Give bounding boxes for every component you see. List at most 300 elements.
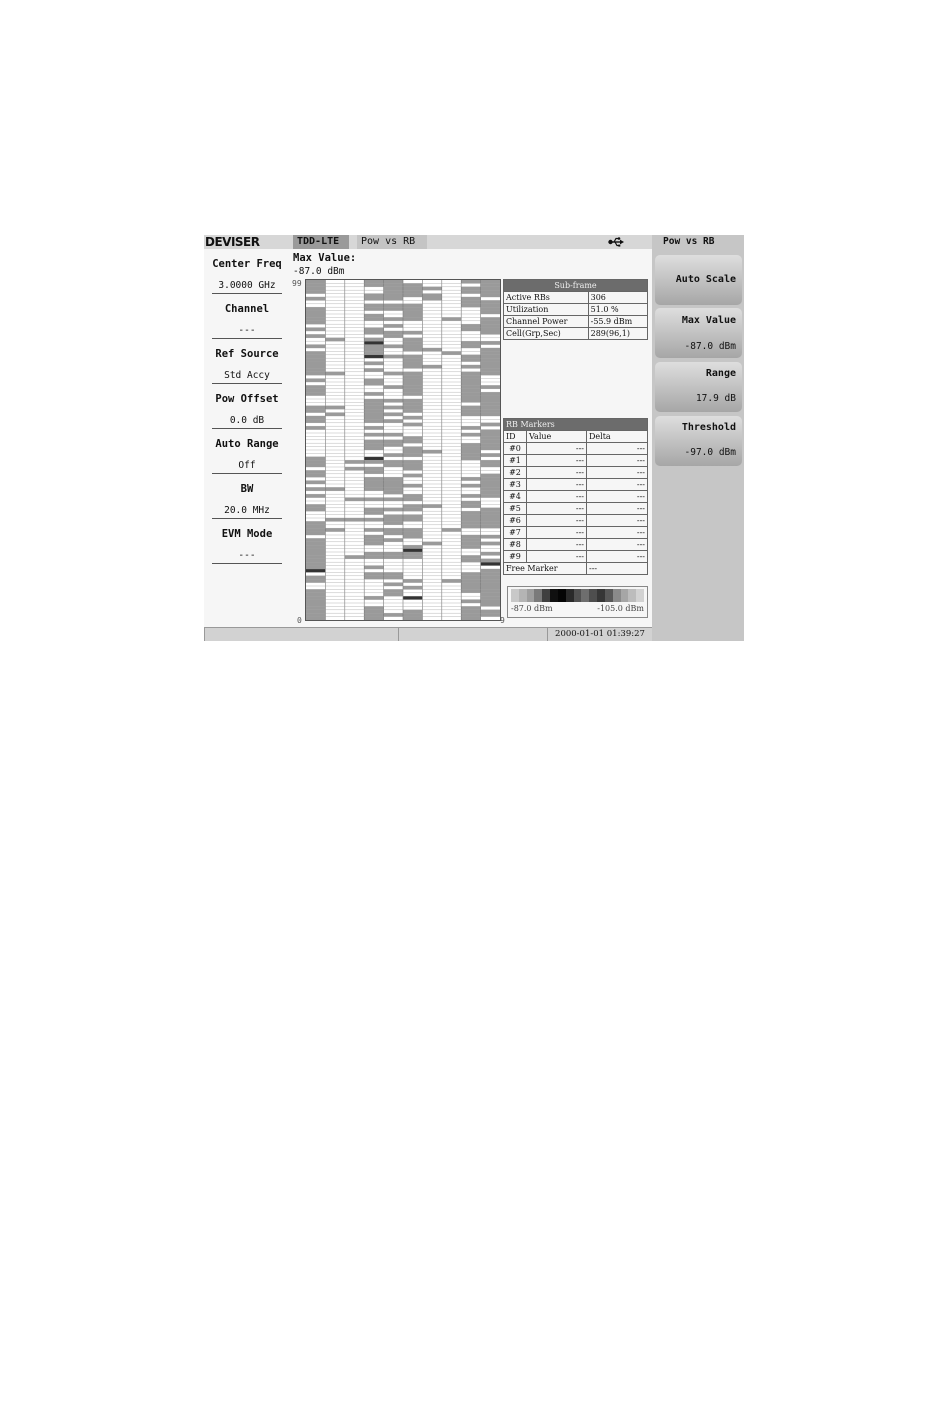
- rb-cell: [306, 613, 325, 616]
- rb-cell: [461, 355, 480, 358]
- rb-cell: [306, 368, 325, 371]
- rb-cell: [403, 382, 422, 385]
- rb-cell: [481, 515, 500, 518]
- rb-cell: [481, 290, 500, 293]
- rb-cell: [403, 338, 422, 341]
- param-evm-mode[interactable]: [208, 519, 286, 564]
- rb-cell: [403, 362, 422, 365]
- rb-cell: [403, 617, 422, 620]
- rb-cell: [461, 453, 480, 456]
- rb-cell: [461, 365, 480, 368]
- color-scale-step: [550, 589, 558, 602]
- param-auto-range[interactable]: [208, 429, 286, 474]
- rb-cell: [384, 515, 403, 518]
- param-value: ---: [238, 550, 256, 561]
- marker-delta: ---: [587, 455, 648, 467]
- rb-cell: [384, 345, 403, 348]
- marker-id: #8: [504, 539, 527, 551]
- rb-cell: [384, 572, 403, 575]
- tab-mode[interactable]: TDD-LTE: [293, 235, 349, 249]
- rb-cell: [403, 365, 422, 368]
- rb-cell: [461, 409, 480, 412]
- param-value: 0.0 dB: [229, 415, 265, 426]
- param-label: Pow Offset: [215, 393, 279, 405]
- rb-cell: [384, 583, 403, 586]
- rb-cell: [384, 460, 403, 463]
- rb-cell: [481, 572, 500, 575]
- rb-cell: [461, 525, 480, 528]
- rb-cell: [306, 552, 325, 555]
- rb-cell: [461, 494, 480, 497]
- rb-cell: [461, 385, 480, 388]
- rb-cell: [461, 501, 480, 504]
- rb-cell: [364, 477, 383, 480]
- rb-cell: [403, 535, 422, 538]
- param-value: Std Accy: [224, 370, 270, 381]
- rb-cell: [481, 413, 500, 416]
- y-axis-top-label: 99: [292, 279, 302, 288]
- rb-cell: [364, 402, 383, 405]
- rb-cell: [481, 494, 500, 497]
- rb-cell: [461, 518, 480, 521]
- rb-cell: [461, 280, 480, 283]
- rb-cell: [481, 372, 500, 375]
- rb-cell: [461, 477, 480, 480]
- softkey-value: 17.9 dB: [695, 393, 736, 404]
- table-row[interactable]: [504, 551, 648, 563]
- param-divider: [212, 563, 282, 564]
- rb-cell: [403, 399, 422, 402]
- marker-value: ---: [527, 539, 587, 551]
- rb-cell: [364, 528, 383, 531]
- rb-cell: [384, 440, 403, 443]
- rb-cell: [461, 617, 480, 620]
- rb-cell: [306, 409, 325, 412]
- rb-cell: [306, 460, 325, 463]
- rb-cell: [306, 365, 325, 368]
- rb-cell: [481, 603, 500, 606]
- table-row[interactable]: [504, 527, 648, 539]
- auto-scale-softkey[interactable]: [655, 255, 742, 305]
- rb-cell: [481, 460, 500, 463]
- rb-cell: [306, 419, 325, 422]
- x-axis-max-label: 9: [500, 616, 505, 625]
- rb-cell: [461, 328, 480, 331]
- rb-power-grid[interactable]: [305, 279, 501, 621]
- rb-cell: [481, 447, 500, 450]
- color-scale-step: [597, 589, 605, 602]
- rb-cell: [364, 511, 383, 514]
- rb-cell: [481, 583, 500, 586]
- rb-cell: [403, 307, 422, 310]
- rb-cell: [306, 355, 325, 358]
- rb-cell: [364, 538, 383, 541]
- rb-cell: [384, 521, 403, 524]
- rb-cell: [481, 430, 500, 433]
- rb-cell: [461, 610, 480, 613]
- rb-cell: [422, 450, 441, 453]
- rb-cell: [461, 443, 480, 446]
- rb-cell: [364, 440, 383, 443]
- rb-cell: [461, 358, 480, 361]
- rb-cell: [461, 538, 480, 541]
- rb-cell: [403, 579, 422, 582]
- rb-cell: [461, 297, 480, 300]
- rb-cell: [345, 467, 364, 470]
- rb-cell: [384, 593, 403, 596]
- marker-value: ---: [527, 479, 587, 491]
- param-channel[interactable]: [208, 294, 286, 339]
- rb-cell: [481, 423, 500, 426]
- rb-cell: [384, 419, 403, 422]
- table-row: [504, 316, 648, 328]
- rb-cell: [403, 294, 422, 297]
- rb-cell: [384, 355, 403, 358]
- rb-markers-table: [503, 418, 648, 575]
- rb-cell: [481, 294, 500, 297]
- rb-cell: [481, 487, 500, 490]
- rb-cell: [306, 525, 325, 528]
- rb-cell: [384, 552, 403, 555]
- rb-cell: [481, 518, 500, 521]
- marker-delta: ---: [587, 527, 648, 539]
- marker-delta: ---: [587, 467, 648, 479]
- rb-cell: [403, 287, 422, 290]
- rb-cell: [481, 365, 500, 368]
- brand-logo: DEVISER: [205, 235, 260, 249]
- table-row[interactable]: [504, 539, 648, 551]
- rb-cell: [364, 283, 383, 286]
- rb-cell: [403, 385, 422, 388]
- rb-cell: [461, 457, 480, 460]
- rb-cell: [364, 606, 383, 609]
- marker-value: ---: [527, 491, 587, 503]
- rb-cell: [442, 528, 461, 531]
- rb-cell: [364, 617, 383, 620]
- table-row: [504, 292, 648, 304]
- rb-cell: [384, 613, 403, 616]
- rb-cell: [403, 375, 422, 378]
- param-pow-offset[interactable]: [208, 384, 286, 429]
- rb-cell: [481, 324, 500, 327]
- rb-cell: [461, 287, 480, 290]
- rb-cell: [306, 617, 325, 620]
- rb-cell: [481, 579, 500, 582]
- tab-view[interactable]: Pow vs RB: [357, 235, 427, 249]
- softkey-value: -87.0 dBm: [684, 341, 736, 352]
- param-bw[interactable]: [208, 474, 286, 519]
- marker-value: ---: [527, 515, 587, 527]
- rb-cell: [403, 498, 422, 501]
- rb-cell: [481, 576, 500, 579]
- rb-cell: [384, 307, 403, 310]
- rb-cell: [461, 504, 480, 507]
- marker-delta: ---: [587, 539, 648, 551]
- rb-cell: [481, 600, 500, 603]
- rb-cell: [364, 419, 383, 422]
- table-row[interactable]: [504, 455, 648, 467]
- rb-cell: [403, 331, 422, 334]
- rb-cell: [481, 484, 500, 487]
- rb-cell: [461, 447, 480, 450]
- rb-cell: [325, 413, 344, 416]
- rb-cell: [481, 317, 500, 320]
- rb-cell: [364, 555, 383, 558]
- param-label: EVM Mode: [221, 528, 273, 540]
- status-field-2: [398, 627, 548, 641]
- rb-cell: [306, 317, 325, 320]
- rb-cell: [306, 545, 325, 548]
- rb-cell: [364, 481, 383, 484]
- table-row[interactable]: [504, 479, 648, 491]
- rb-cell: [461, 511, 480, 514]
- free-marker-label: Free Marker: [504, 563, 587, 575]
- rb-cell: [461, 606, 480, 609]
- rb-cell: [306, 321, 325, 324]
- rb-cell: [325, 518, 344, 521]
- rb-cell: [384, 334, 403, 337]
- rb-cell: [481, 491, 500, 494]
- marker-id: #7: [504, 527, 527, 539]
- max-value-softkey[interactable]: [655, 308, 742, 358]
- param-ref-source[interactable]: [208, 339, 286, 384]
- rb-cell: [481, 348, 500, 351]
- rb-cell: [422, 504, 441, 507]
- rb-cell: [364, 433, 383, 436]
- rb-cell: [461, 399, 480, 402]
- rb-cell: [403, 406, 422, 409]
- rb-cell: [364, 382, 383, 385]
- table-row[interactable]: [504, 515, 648, 527]
- marker-id: #0: [504, 443, 527, 455]
- color-scale-legend: [507, 586, 648, 618]
- rb-cell: [403, 453, 422, 456]
- rb-cell: [306, 311, 325, 314]
- rb-cell: [364, 409, 383, 412]
- rb-cell: [306, 307, 325, 310]
- analyzer-screen: [204, 235, 744, 641]
- rb-cell: [325, 406, 344, 409]
- color-scale-step: [566, 589, 574, 602]
- param-label: Channel: [224, 303, 270, 315]
- rb-cell: [403, 508, 422, 511]
- rb-cell: [481, 300, 500, 303]
- rb-cell: [461, 406, 480, 409]
- rb-cell: [403, 389, 422, 392]
- color-scale-step: [621, 589, 629, 602]
- rb-cell: [481, 283, 500, 286]
- rb-cell: [306, 504, 325, 507]
- rb-cell: [403, 549, 422, 552]
- rb-cell: [403, 528, 422, 531]
- rb-cell: [461, 572, 480, 575]
- rb-cell: [364, 399, 383, 402]
- marker-id: #4: [504, 491, 527, 503]
- rb-cell: [403, 515, 422, 518]
- rb-cell: [364, 467, 383, 470]
- rb-cell: [364, 596, 383, 599]
- rb-cell: [481, 392, 500, 395]
- rb-cell: [325, 528, 344, 531]
- rb-cell: [481, 436, 500, 439]
- rb-cell: [481, 399, 500, 402]
- rb-cell: [403, 358, 422, 361]
- rb-cell: [461, 600, 480, 603]
- subframe-label: Cell(Grp,Sec): [504, 328, 589, 340]
- rb-cell: [364, 447, 383, 450]
- color-scale-step: [636, 589, 644, 602]
- rb-cell: [481, 464, 500, 467]
- rb-cell: [422, 348, 441, 351]
- rb-cell: [403, 440, 422, 443]
- rb-cell: [306, 351, 325, 354]
- param-value: 20.0 MHz: [224, 505, 270, 516]
- rb-cell: [403, 290, 422, 293]
- rb-cell: [403, 409, 422, 412]
- rb-cell: [384, 491, 403, 494]
- rb-cell: [384, 477, 403, 480]
- rb-cell: [306, 569, 325, 572]
- rb-cell: [384, 538, 403, 541]
- rb-cell: [481, 311, 500, 314]
- rb-cell: [403, 586, 422, 589]
- rb-cell: [384, 443, 403, 446]
- rb-cell: [481, 474, 500, 477]
- rb-cell: [306, 297, 325, 300]
- marker-delta: ---: [587, 551, 648, 563]
- rb-cell: [403, 317, 422, 320]
- rb-cell: [481, 569, 500, 572]
- rb-cell: [481, 610, 500, 613]
- rb-cell: [306, 596, 325, 599]
- rb-cell: [384, 283, 403, 286]
- rb-cell: [306, 528, 325, 531]
- rb-cell: [306, 610, 325, 613]
- marker-delta: ---: [587, 491, 648, 503]
- rb-cell: [364, 328, 383, 331]
- marker-delta: ---: [587, 479, 648, 491]
- rb-cell: [461, 433, 480, 436]
- rb-cell: [364, 457, 383, 460]
- rb-cell: [384, 297, 403, 300]
- param-label: Center Freq: [212, 258, 282, 270]
- rb-cell: [306, 576, 325, 579]
- rb-cell: [481, 477, 500, 480]
- rb-cell: [364, 535, 383, 538]
- rb-cell: [364, 518, 383, 521]
- rb-cell: [403, 504, 422, 507]
- marker-value: ---: [527, 455, 587, 467]
- color-scale-step: [534, 589, 542, 602]
- rb-cell: [481, 586, 500, 589]
- rb-cell: [306, 406, 325, 409]
- rb-cell: [481, 307, 500, 310]
- subframe-value: 51.0 %: [588, 304, 647, 316]
- rb-cell: [403, 467, 422, 470]
- table-row[interactable]: [504, 491, 648, 503]
- rb-cell: [481, 331, 500, 334]
- rb-cell: [384, 453, 403, 456]
- top-bar: [204, 235, 652, 249]
- rb-cell: [306, 314, 325, 317]
- scale-min-label: -105.0 dBm: [597, 604, 644, 613]
- table-row[interactable]: [504, 443, 648, 455]
- table-row[interactable]: [504, 467, 648, 479]
- col-header-value: Value: [527, 431, 587, 443]
- rb-cell: [306, 334, 325, 337]
- rb-cell: [364, 307, 383, 310]
- rb-cell: [422, 365, 441, 368]
- rb-cell: [461, 392, 480, 395]
- rb-cell: [306, 542, 325, 545]
- rb-cell: [306, 532, 325, 535]
- marker-id: #2: [504, 467, 527, 479]
- rb-cell: [364, 542, 383, 545]
- rb-cell: [422, 287, 441, 290]
- rb-cell: [442, 579, 461, 582]
- rb-cell: [403, 610, 422, 613]
- rb-cell: [422, 542, 441, 545]
- rb-cell: [481, 409, 500, 412]
- free-marker-row[interactable]: [504, 563, 648, 575]
- rb-cell: [306, 589, 325, 592]
- rb-cell: [384, 589, 403, 592]
- rb-cell: [384, 399, 403, 402]
- marker-delta: ---: [587, 503, 648, 515]
- range-softkey[interactable]: [655, 362, 742, 412]
- rb-cell: [403, 613, 422, 616]
- rb-cell: [481, 453, 500, 456]
- rb-cell: [481, 406, 500, 409]
- rb-cell: [403, 518, 422, 521]
- rb-cell: [364, 426, 383, 429]
- rb-cell: [403, 416, 422, 419]
- rb-cell: [461, 515, 480, 518]
- scale-max-label: -87.0 dBm: [511, 604, 553, 613]
- rb-cell: [461, 589, 480, 592]
- rb-cell: [364, 345, 383, 348]
- rb-cell: [403, 464, 422, 467]
- rb-cell: [461, 290, 480, 293]
- rb-cell: [384, 317, 403, 320]
- rb-cell: [422, 294, 441, 297]
- threshold-softkey[interactable]: [655, 416, 742, 466]
- rb-cell: [384, 294, 403, 297]
- rb-cell: [306, 566, 325, 569]
- rb-cell: [403, 552, 422, 555]
- rb-cell: [461, 555, 480, 558]
- rb-cell: [364, 338, 383, 341]
- marker-value: ---: [527, 551, 587, 563]
- rb-cell: [306, 389, 325, 392]
- rb-cell: [306, 474, 325, 477]
- param-center-freq[interactable]: [208, 249, 286, 294]
- rb-cell: [364, 487, 383, 490]
- table-row[interactable]: [504, 503, 648, 515]
- rb-cell: [461, 521, 480, 524]
- marker-id: #5: [504, 503, 527, 515]
- rb-cell: [384, 324, 403, 327]
- param-value: Off: [238, 460, 256, 471]
- rb-cell: [461, 559, 480, 562]
- y-axis-bottom-label: 0: [297, 616, 302, 625]
- rb-cell: [461, 583, 480, 586]
- rb-cell: [364, 470, 383, 473]
- rb-cell: [306, 345, 325, 348]
- rb-cell: [481, 559, 500, 562]
- color-scale-step: [527, 589, 535, 602]
- rb-cell: [306, 600, 325, 603]
